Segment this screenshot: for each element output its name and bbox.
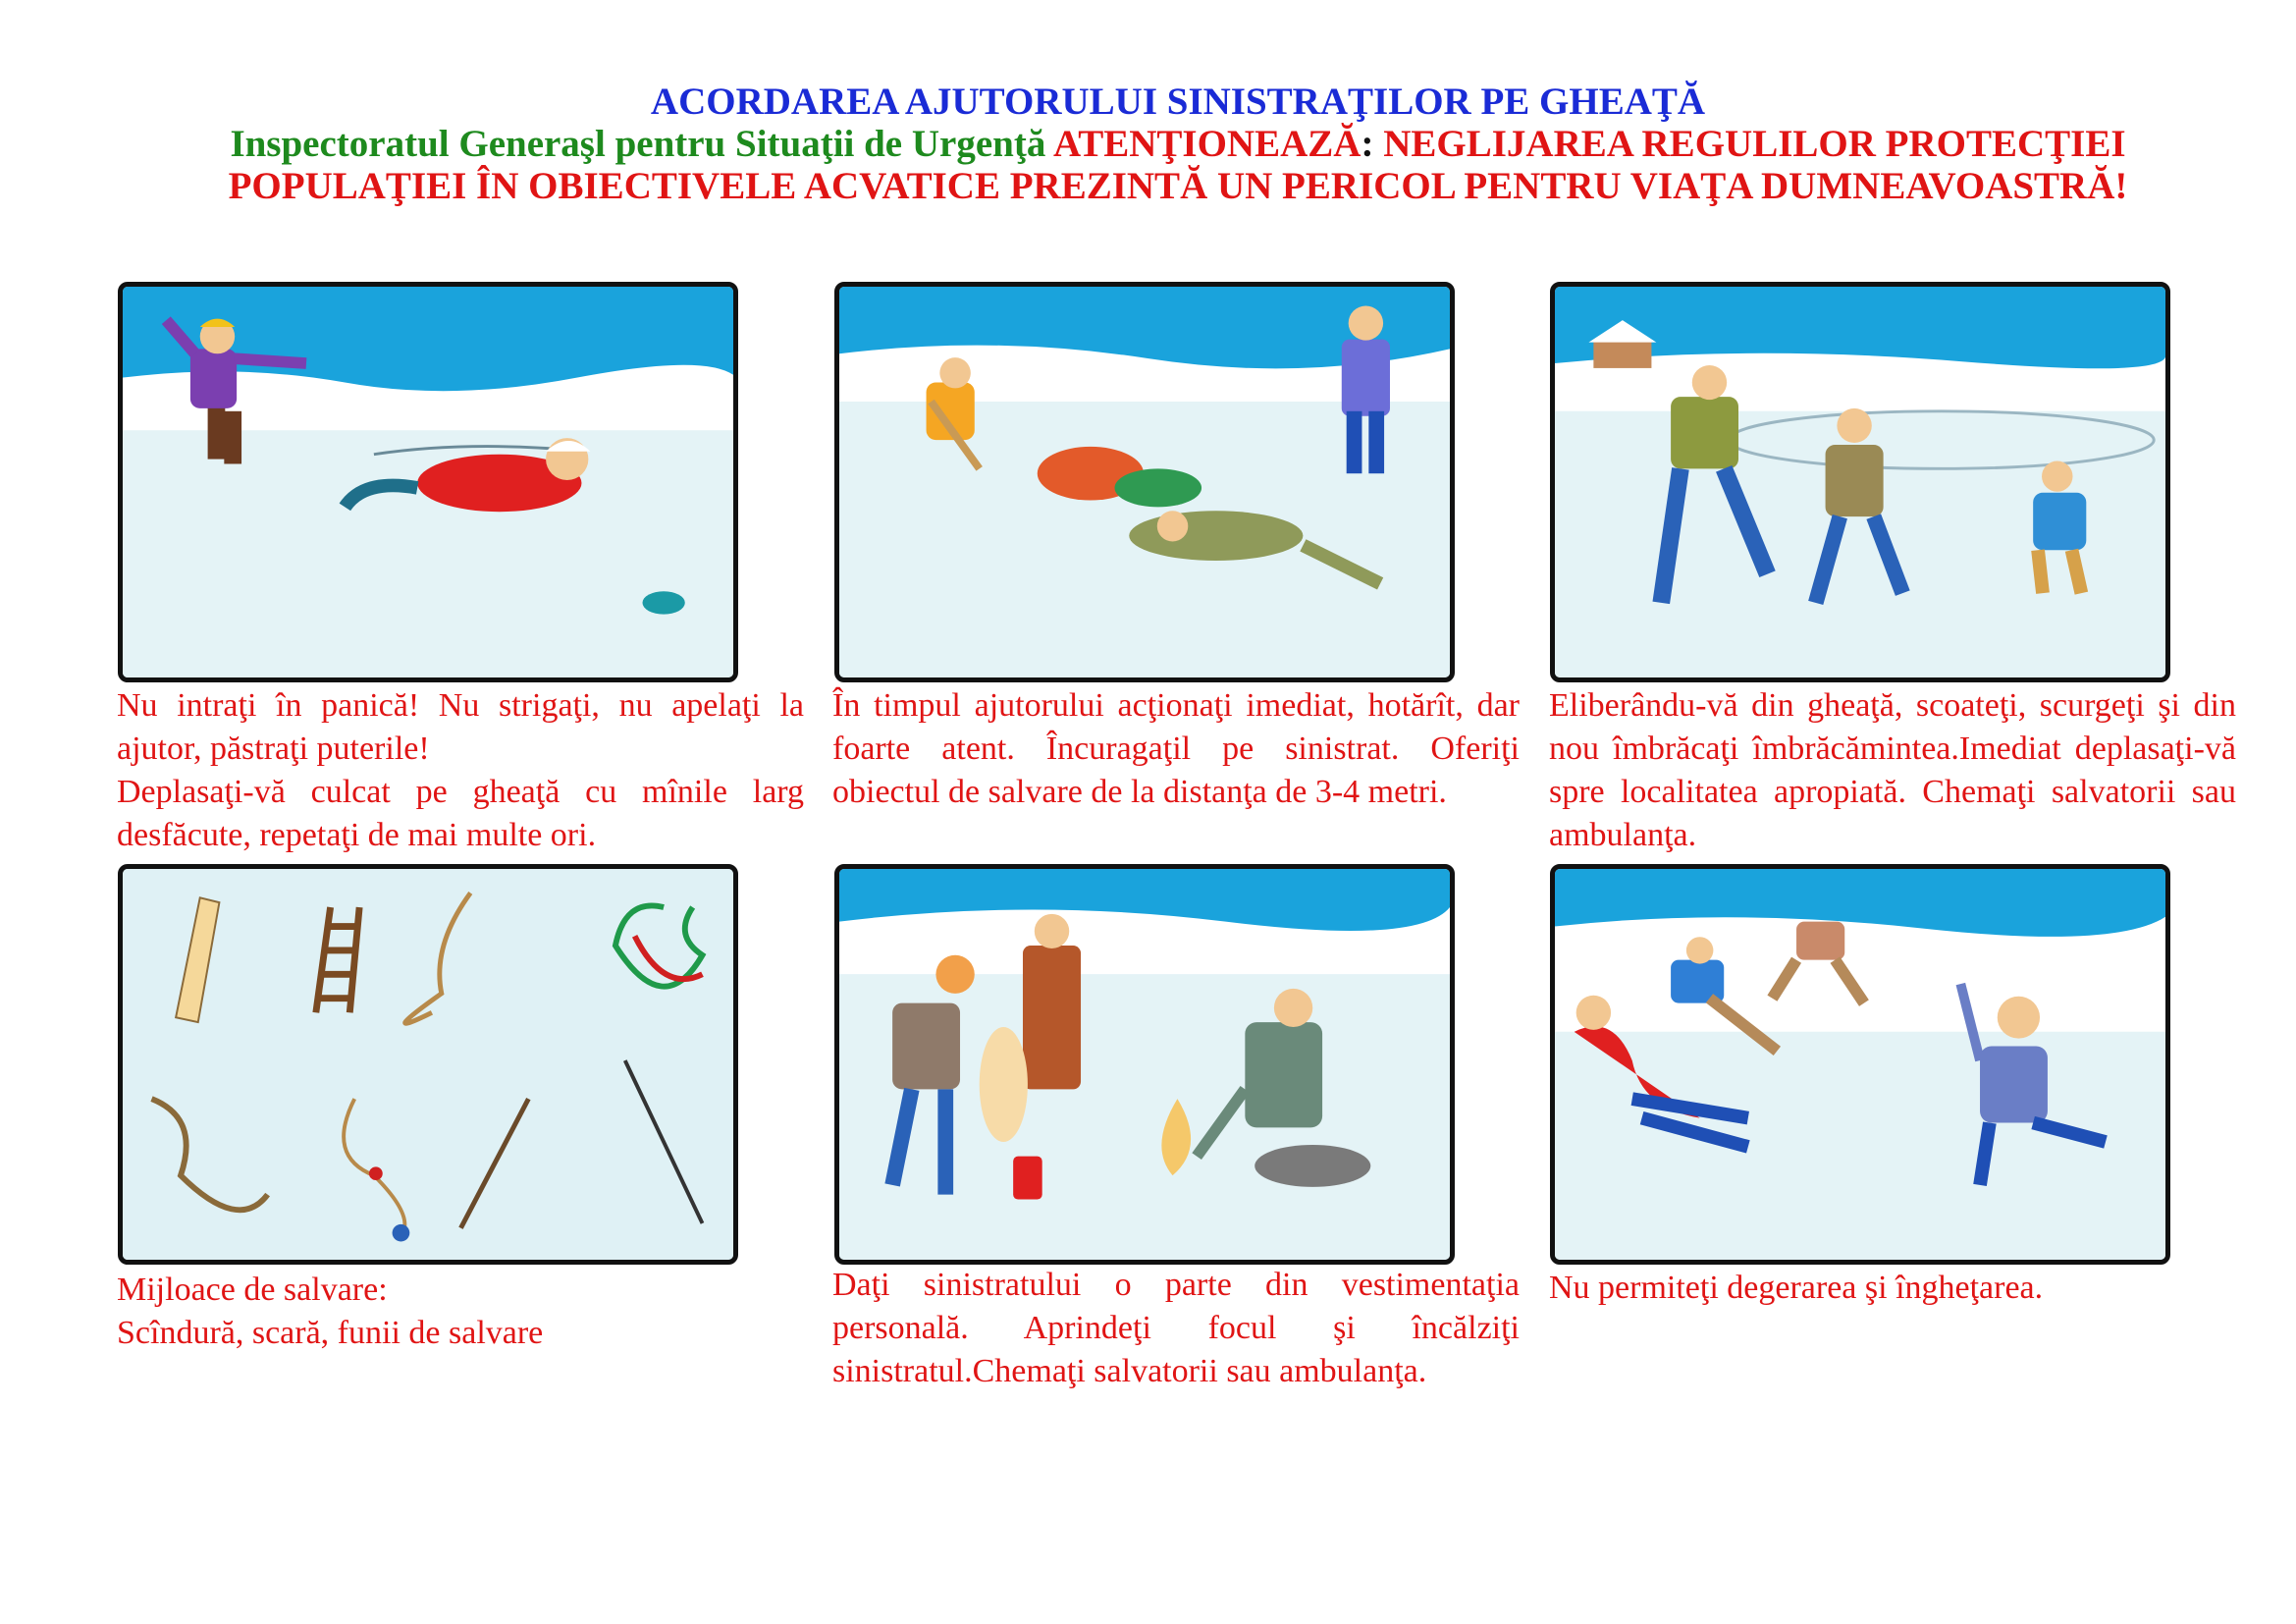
caption-1-line-1: Nu intraţi în panică! Nu strigaţi, nu apelaţi la ajutor, păstraţi puterile! xyxy=(117,687,804,767)
warn-word: ATENŢIONEAZĂ xyxy=(1052,123,1362,165)
caption-4-line-2: Scîndură, scară, funii de salvare xyxy=(117,1315,544,1351)
skating-cold-illustration xyxy=(1555,869,2165,1260)
caption-4-line-1: Mijloace de salvare: xyxy=(117,1272,388,1308)
caption-5-line-1: Daţi sinistratului o parte din vestimentaţia personală. Aprindeţi focul şi încălziţi sinistratul.Chemaţi salvatorii sau ambulanţa. xyxy=(832,1267,1520,1389)
warning-block xyxy=(98,123,2258,207)
illustration-panel-1 xyxy=(118,282,738,682)
illustration-panel-5 xyxy=(834,864,1455,1265)
caption-2-line-1: În timpul ajutorului acţionaţi imediat, hotărît, dar foarte atent. Încuragaţil pe sinistrat. Oferiţi obiectul de salvare de la distanţa de 3-4 metri. xyxy=(832,687,1520,810)
warn-colon: : xyxy=(1361,123,1374,165)
caption-3 xyxy=(1549,684,2236,857)
page-header xyxy=(98,81,2258,207)
rescue-tools-illustration xyxy=(123,869,733,1260)
caption-6-line-1: Nu permiteţi degerarea şi îngheţarea. xyxy=(1549,1270,2044,1306)
org-name: Inspectoratul Generaşl pentru Situaţii de Urgenţă xyxy=(230,123,1046,165)
warming-fire-illustration xyxy=(839,869,1450,1260)
running-to-village-illustration xyxy=(1555,287,2165,677)
caption-2 xyxy=(832,684,1520,814)
page-title: ACORDAREA AJUTORULUI SINISTRAŢILOR PE GHEAŢĂ xyxy=(650,81,1706,123)
illustration-panel-2 xyxy=(834,282,1455,682)
caption-1-line-2: Deplasaţi-vă culcat pe gheaţă cu mînile larg desfăcute, repetaţi de mai multe ori. xyxy=(117,774,804,853)
rescue-chain-illustration xyxy=(839,287,1450,677)
caption-4 xyxy=(117,1269,804,1355)
caption-1 xyxy=(117,684,804,857)
caption-5 xyxy=(832,1264,1520,1393)
warning-text: NEGLIJAREA REGULILOR PROTECŢIEI POPULAŢIEI ÎN OBIECTIVELE ACVATICE PREZINTĂ UN PERICOL PENTRU VIAŢA DUMNEAVOASTRĂ! xyxy=(228,123,2128,207)
illustration-panel-6 xyxy=(1550,864,2170,1265)
ice-fall-illustration xyxy=(123,287,733,677)
caption-6 xyxy=(1549,1267,2236,1310)
illustration-panel-3 xyxy=(1550,282,2170,682)
caption-3-line-1: Eliberându-vă din gheaţă, scoateţi, scurgeţi şi din nou îmbrăcaţi îmbrăcămintea.Imediat deplasaţi-vă spre localitatea apropiată. Chemaţi salvatorii sau ambulanţa. xyxy=(1549,687,2236,853)
illustration-panel-4 xyxy=(118,864,738,1265)
